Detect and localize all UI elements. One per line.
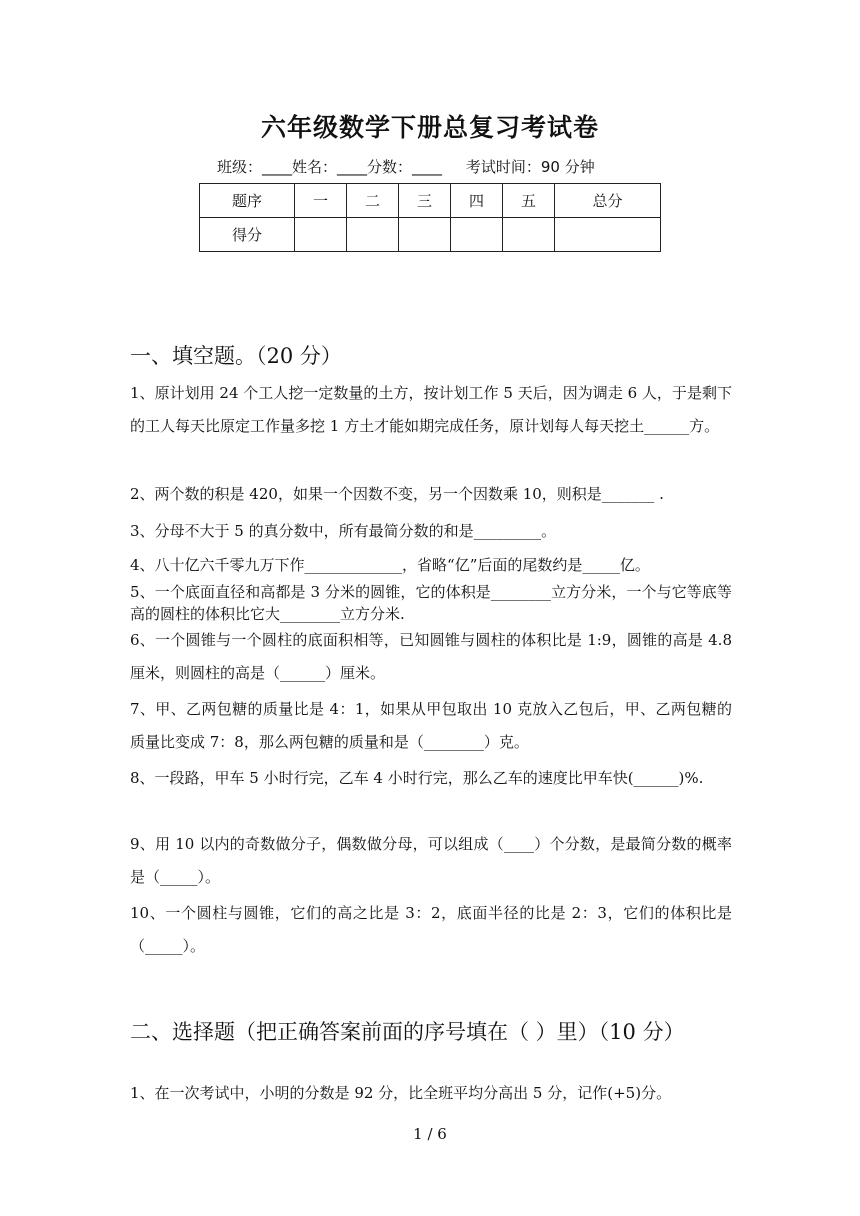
score-table-empty-cell (451, 218, 503, 252)
score-table-header-row (200, 184, 661, 218)
score-table-cell: 四 (451, 184, 503, 218)
section-heading-multiple-choice: 二、选择题（把正确答案前面的序号填在（ ）里）（10 分） (130, 1020, 685, 1044)
score-table-empty-cell (347, 218, 399, 252)
score-table-empty-cell (555, 218, 661, 252)
student-info-line: 班级：____姓名：____分数：____ 考试时间：90 分钟 (217, 158, 595, 176)
question-item: 2、两个数的积是 420，如果一个因数不变，另一个因数乘 10，则积是_______ . (130, 485, 664, 503)
exam-title: 六年级数学下册总复习考试卷 (260, 113, 599, 142)
score-table-cell: 二 (347, 184, 399, 218)
question-item: 5、一个底面直径和高都是 3 分米的圆锥，它的体积是________立方分米，一个与它等底等高的圆柱的体积比它大________立方分米. (130, 583, 732, 623)
score-table-cell: 五 (503, 184, 555, 218)
score-table (199, 183, 661, 252)
question-item: 9、用 10 以内的奇数做分子，偶数做分母，可以组成（____）个分数，是最简分数的概率是（_____）。 (130, 835, 732, 886)
score-table-cell: 得分 (200, 218, 295, 252)
score-table-score-row (200, 218, 661, 252)
score-table-cell: 总分 (555, 184, 661, 218)
score-table-empty-cell (503, 218, 555, 252)
question-item: 7、甲、乙两包糖的质量比是 4：1，如果从甲包取出 10 克放入乙包后，甲、乙两包糖的质量比变成 7：8，那么两包糖的质量和是（________）克。 (130, 700, 732, 751)
question-item: 8、一段路，甲车 5 小时行完，乙车 4 小时行完，那么乙车的速度比甲车快(______)%. (130, 769, 704, 787)
question-item: 6、一个圆锥与一个圆柱的底面积相等，已知圆锥与圆柱的体积比是 1:9，圆锥的高是 4.8 厘米，则圆柱的高是（______）厘米。 (130, 631, 732, 682)
score-table-cell: 题序 (200, 184, 295, 218)
question-item: 3、分母不大于 5 的真分数中，所有最简分数的和是_________。 (130, 522, 557, 540)
section-heading-fill-in: 一、填空题。（20 分） (130, 344, 342, 368)
question-item: 1、原计划用 24 个工人挖一定数量的土方，按计划工作 5 天后，因为调走 6 人，于是剩下的工人每天比原定工作量多挖 1 方土才能如期完成任务，原计划每人每天挖土______方。 (130, 384, 732, 435)
page-number: 1 / 6 (413, 1125, 447, 1143)
score-table-cell: 三 (399, 184, 451, 218)
score-table-empty-cell (295, 218, 347, 252)
question-item: 10、一个圆柱与圆锥，它们的高之比是 3：2，底面半径的比是 2：3，它们的体积比是（_____）。 (130, 904, 732, 955)
score-table-cell: 一 (295, 184, 347, 218)
question-item: 4、八十亿六千零九万下作_____________，省略“亿”后面的尾数约是_____亿。 (130, 556, 650, 574)
score-table-empty-cell (399, 218, 451, 252)
question-item: 1、在一次考试中，小明的分数是 92 分，比全班平均分高出 5 分，记作(+5)分。 (130, 1084, 672, 1102)
